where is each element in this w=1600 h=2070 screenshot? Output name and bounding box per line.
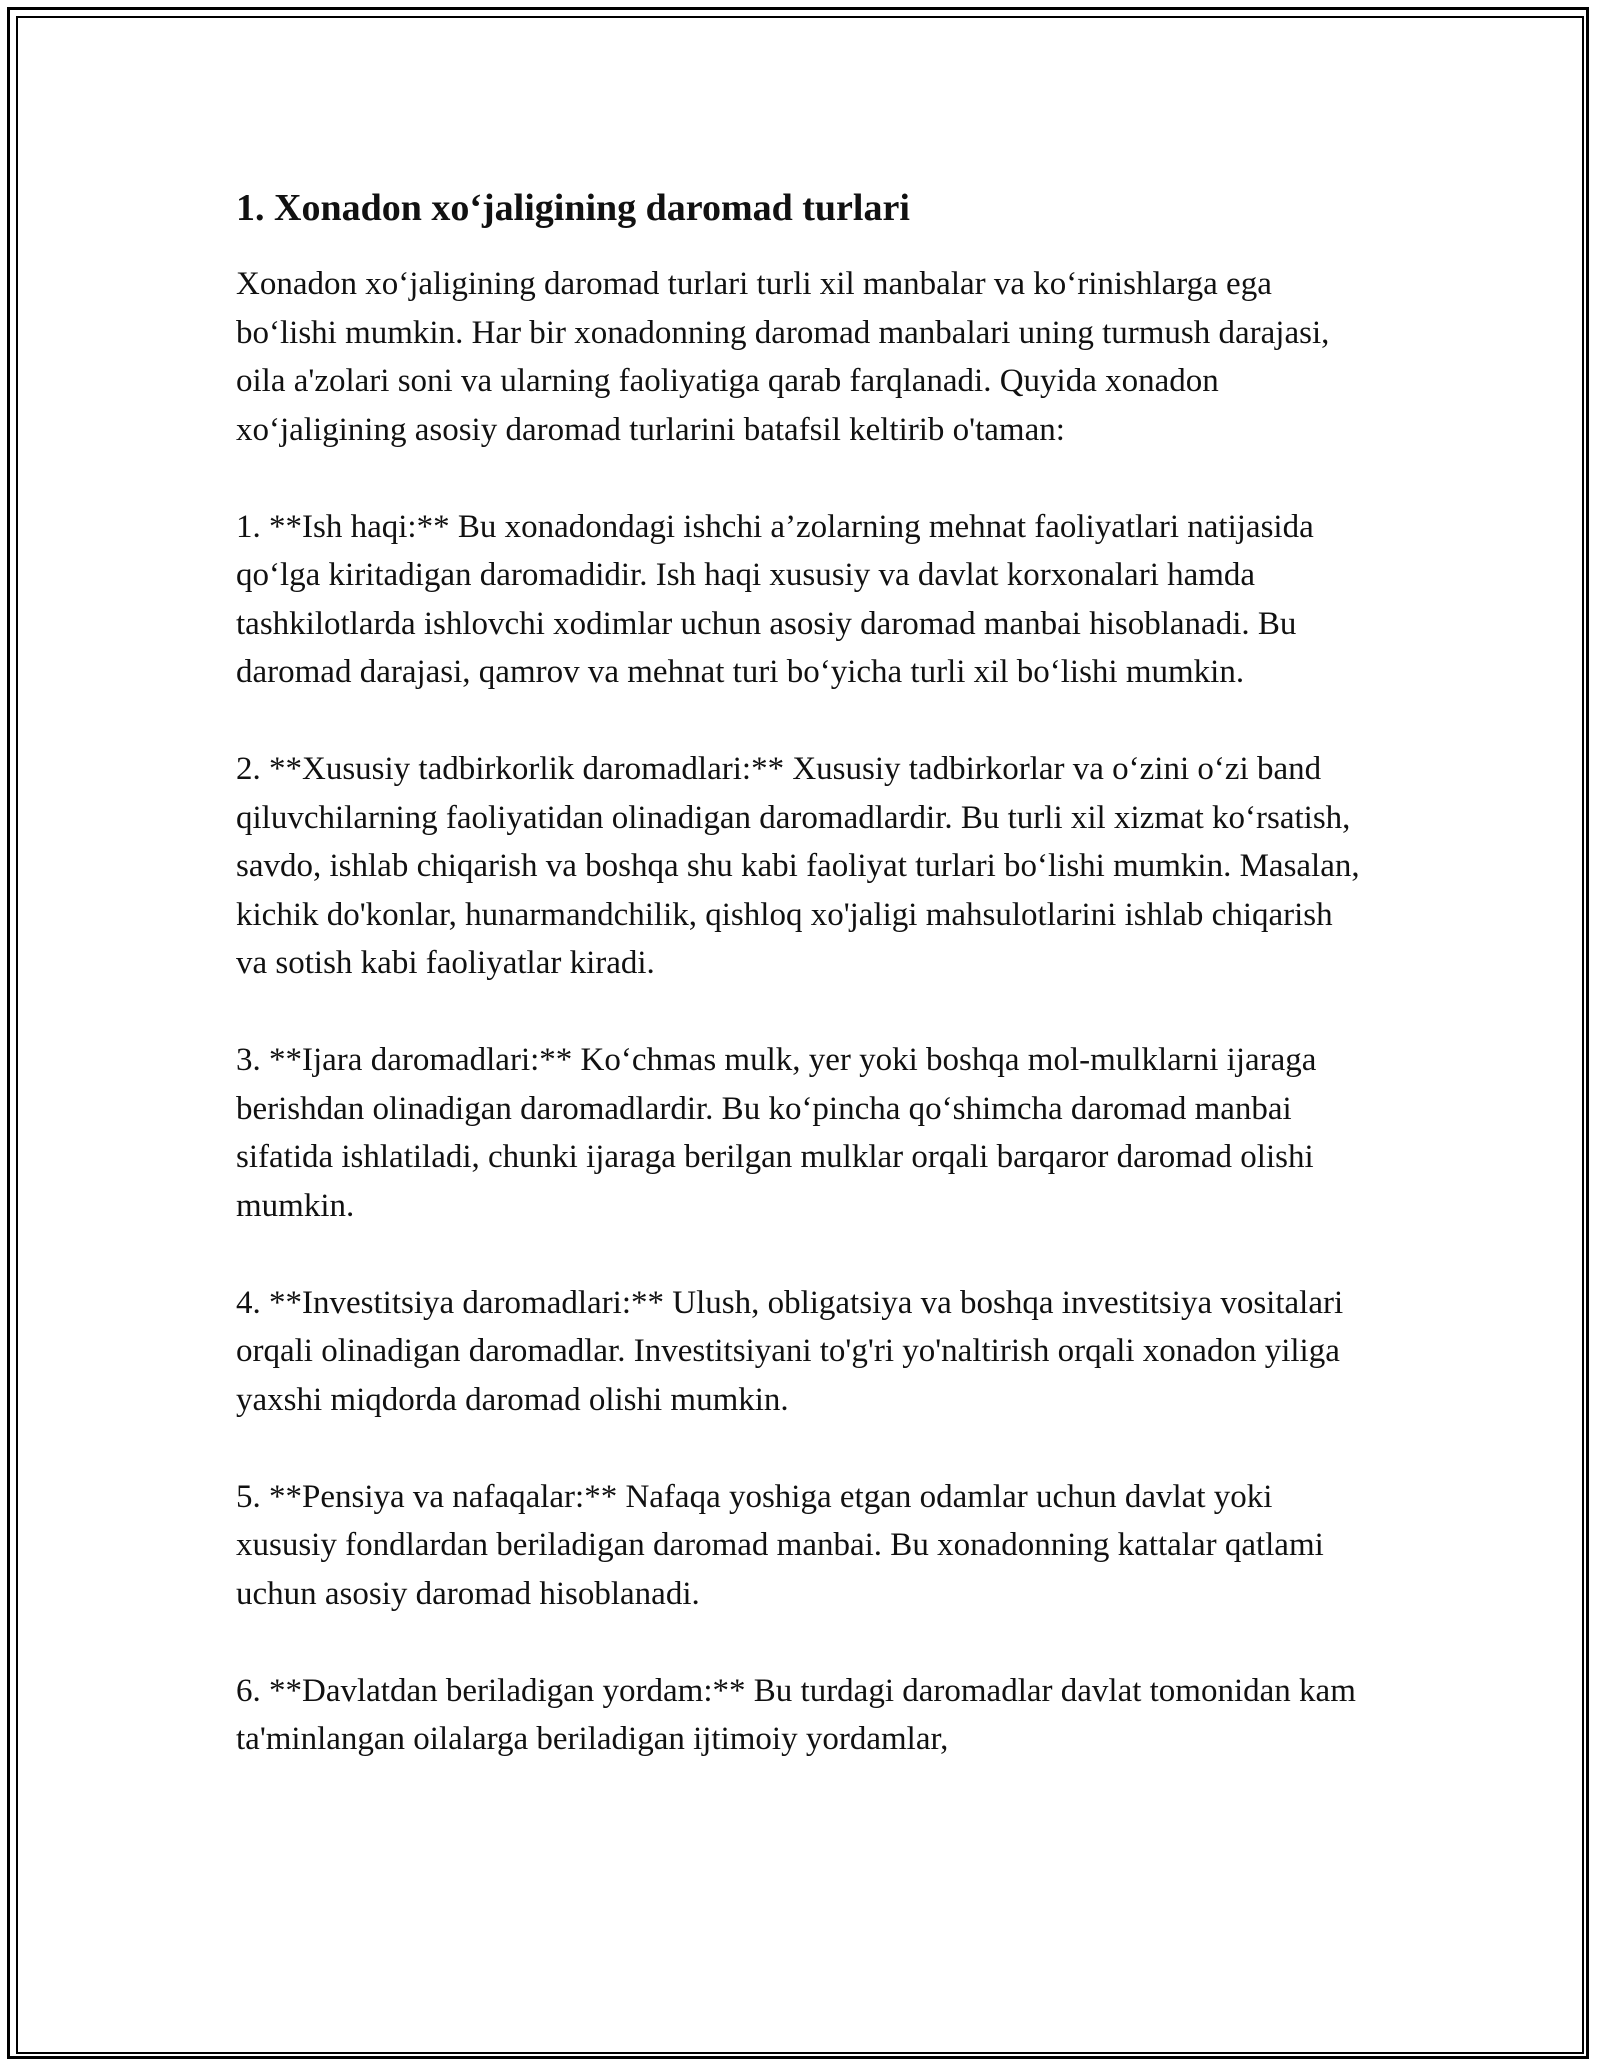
list-item-ijara: 3. **Ijara daromadlari:** Ko‘chmas mulk, yer yoki boshqa mol-mulklarni ijaraga berishdan olinadigan daromadlardir. Bu ko‘pincha qo‘shimcha daromad manbai sifatida ishlatiladi, chunki ijaraga berilgan mulklar orqali barqaror daromad olishi mumkin.: [236, 1042, 1317, 1224]
list-item-ish-haqi: 1. **Ish haqi:** Bu xonadondagi ishchi a’zolarning mehnat faoliyatlari natijasida qo‘lga kiritadigan daromadidir. Ish haqi xususiy va davlat korxonalari hamda tashkilotlarda ishlovchi xodimlar uchun asosiy daromad manbai hisoblanadi. Bu daromad darajasi, qamrov va mehnat turi bo‘yicha turli xil bo‘lishi mumkin.: [236, 508, 1314, 690]
list-item-davlat-yordami: 6. **Davlatdan beriladigan yordam:** Bu turdagi daromadlar davlat tomonidan kam ta'minlangan oilalarga beriladigan ijtimoiy yordamlar,: [236, 1672, 1356, 1757]
list-item-xususiy-tadbirkorlik: 2. **Xususiy tadbirkorlik daromadlari:** Xususiy tadbirkorlar va o‘zini o‘zi band qiluvchilarning faoliyatidan olinadigan daromadlardir. Bu turli xil xizmat ko‘rsatish, savdo, ishlab chiqarish va boshqa shu kabi faoliyat turlari bo‘lishi mumkin. Masalan, kichik do'konlar, hunarmandchilik, qishloq xo'jaligi mahsulotlarini ishlab chiqarish va sotish kabi faoliyatlar kiradi.: [236, 751, 1360, 981]
section-heading: 1. Xonadon xo‘jaligining daromad turlari: [236, 187, 910, 229]
intro-paragraph: Xonadon xo‘jaligining daromad turlari turli xil manbalar va ko‘rinishlarga ega bo‘lishi mumkin. Har bir xonadonning daromad manbalari uning turmush darajasi, oila a'zolari soni va ularning faoliyatiga qarab farqlanadi. Quyida xonadon xo‘jaligining asosiy daromad turlarini batafsil keltirib o'taman:: [236, 266, 1330, 448]
document-body: [236, 183, 1366, 1812]
list-item-investitsiya: 4. **Investitsiya daromadlari:** Ulush, obligatsiya va boshqa investitsiya vositalari orqali olinadigan daromadlar. Investitsiyani to'g'ri yo'naltirish orqali xonadon yiliga yaxshi miqdorda daromad olishi mumkin.: [236, 1284, 1344, 1418]
list-item-pensiya: 5. **Pensiya va nafaqalar:** Nafaqa yoshiga etgan odamlar uchun davlat yoki xususiy fondlardan beriladigan daromad manbai. Bu xonadonning kattalar qatlami uchun asosiy daromad hisoblanadi.: [236, 1478, 1324, 1612]
